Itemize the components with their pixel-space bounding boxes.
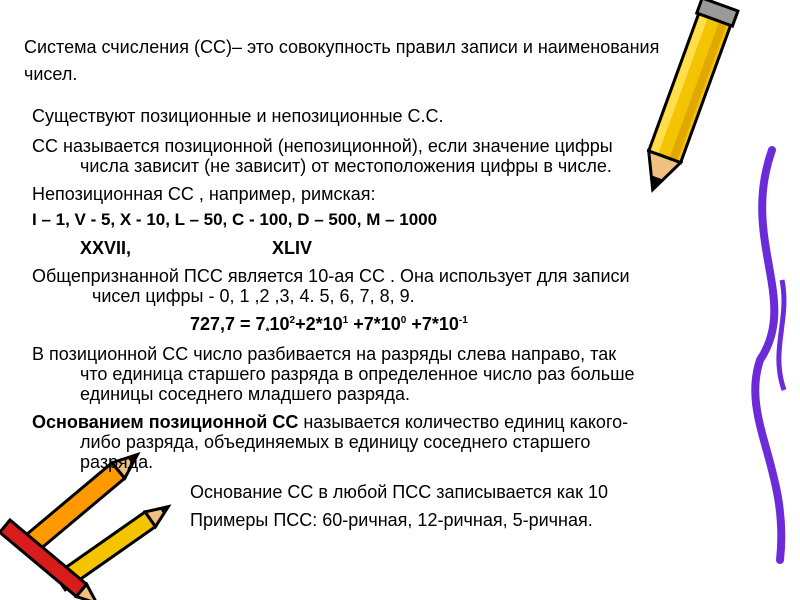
text-line: XLIV xyxy=(272,238,313,258)
text-line: Основанием позиционной СС называется количество единиц какого- xyxy=(32,412,629,432)
text-line: Основание СС в любой ПСС записывается как 10 xyxy=(190,482,608,502)
text-line: единицы соседнего младшего разряда. xyxy=(80,384,411,404)
text-line: Непозиционная СС , например, римская: xyxy=(32,184,376,204)
page-title: Система счисления (СС)– это совокупность правил записи и наименования чисел. xyxy=(24,37,660,84)
text-line: Общепризнанной ПСС является 10-ая СС . Она использует для записи xyxy=(32,266,630,286)
text-line: В позиционной СС число разбивается на разряды слева направо, так xyxy=(32,344,617,364)
text-line: XXVII, xyxy=(80,238,132,258)
bold-term: Основанием позиционной СС xyxy=(32,412,299,432)
text-line: что единица старшего разряда в определенное число раз больше xyxy=(80,364,635,384)
text-line: чисел цифры - 0, 1 ,2 ,3, 4. 5, 6, 7, 8, 9. xyxy=(92,286,415,306)
text-line: разряда. xyxy=(80,452,154,472)
text-line: либо разряда, объединяемых в единицу соседнего старшего xyxy=(80,432,591,452)
text-line: Существуют позиционные и непозиционные С.С. xyxy=(32,106,444,126)
text-line: I – 1, V - 5, X - 10, L – 50, C - 100, D – 500, M – 1000 xyxy=(32,210,438,229)
text-line: Примеры ПСС: 60-ричная, 12-ричная, 5-ричная. xyxy=(190,510,593,530)
text-line: СС называется позиционной (непозиционной), если значение цифры xyxy=(32,136,613,156)
formula: $727,7 = 7_*10^2+2*10^1 +7*10^0 +7*10^{-1}$ xyxy=(190,314,468,338)
text-line: числа зависит (не зависит) от местоположения цифры в числе. xyxy=(80,156,612,176)
